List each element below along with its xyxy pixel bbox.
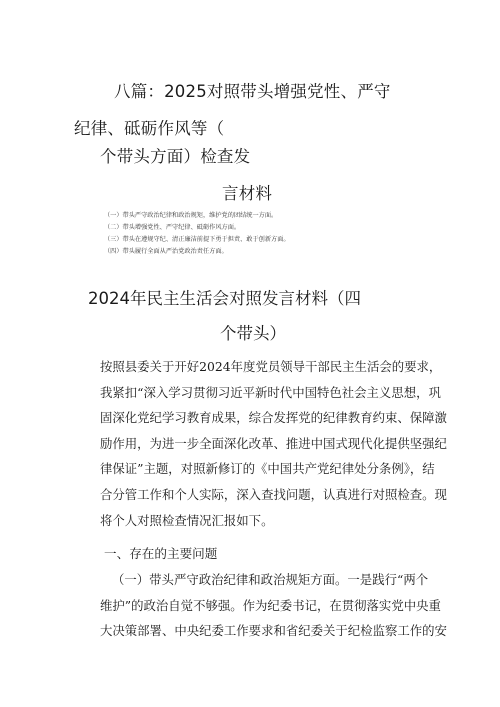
intro-line: 励作用，为进一步全面深化改革、推进中国式现代化提供坚强纪 (100, 435, 447, 451)
intro-line: 固深化党纪学习教育成果，综合发挥党的纪律教育约束、保障激 (100, 410, 447, 426)
intro-line: 将个人对照检查情况汇报如下。 (100, 512, 274, 528)
intro-line: 按照县委关于开好2024年度党员领导干部民主生活会的要求， (100, 359, 442, 374)
subtitle-line-1: 2024年民主生活会对照发言材料（四 (88, 289, 361, 308)
section1-line: 大决策部署、中央纪委工作要求和省纪委关于纪检监察工作的安 (100, 623, 447, 639)
title-line-3: 个带头方面）检查发 (100, 147, 251, 166)
intro-paragraph (100, 354, 447, 533)
toc-item: （三）带头在遵规守纪、清正廉洁前提下勇于担责、敢于创新方面。 (104, 236, 290, 243)
toc-item: （二）带头增强党性、严守纪律、砥砺作风方面。 (104, 224, 241, 231)
section1-line: （一）带头严守政治纪律和政治规矩方面。一是践行“两个 (112, 572, 429, 587)
section1-line: 维护”的政治自觉不够强。作为纪委书记，在贯彻落实党中央重 (100, 597, 441, 613)
toc-list (104, 210, 290, 258)
section-heading: 一、存在的主要问题 (104, 546, 218, 561)
toc-item: （一）带头严守政治纪律和政治规矩，维护党的团结统一方面。 (104, 212, 278, 219)
title-line-2: 纪律、砥砺作风等（ (74, 119, 225, 138)
intro-line: 我紧扣“深入学习贯彻习近平新时代中国特色社会主义思想，巩 (100, 384, 441, 400)
intro-line: 律保证”主题，对照新修订的《中国共产党纪律处分条例》，结 (100, 461, 435, 477)
section1-paragraph (100, 567, 447, 644)
intro-line: 合分管工作和个人实际，深入查找问题，认真进行对照检查。现 (100, 486, 447, 502)
toc-item: （四）带头履行全面从严治党政治责任方面。 (104, 248, 228, 255)
subtitle-line-2: 个带头） (220, 324, 286, 343)
title-line-1: 八篇：2025对照带头增强党性、严守 (114, 82, 391, 101)
title-line-4: 言材料 (222, 184, 273, 203)
